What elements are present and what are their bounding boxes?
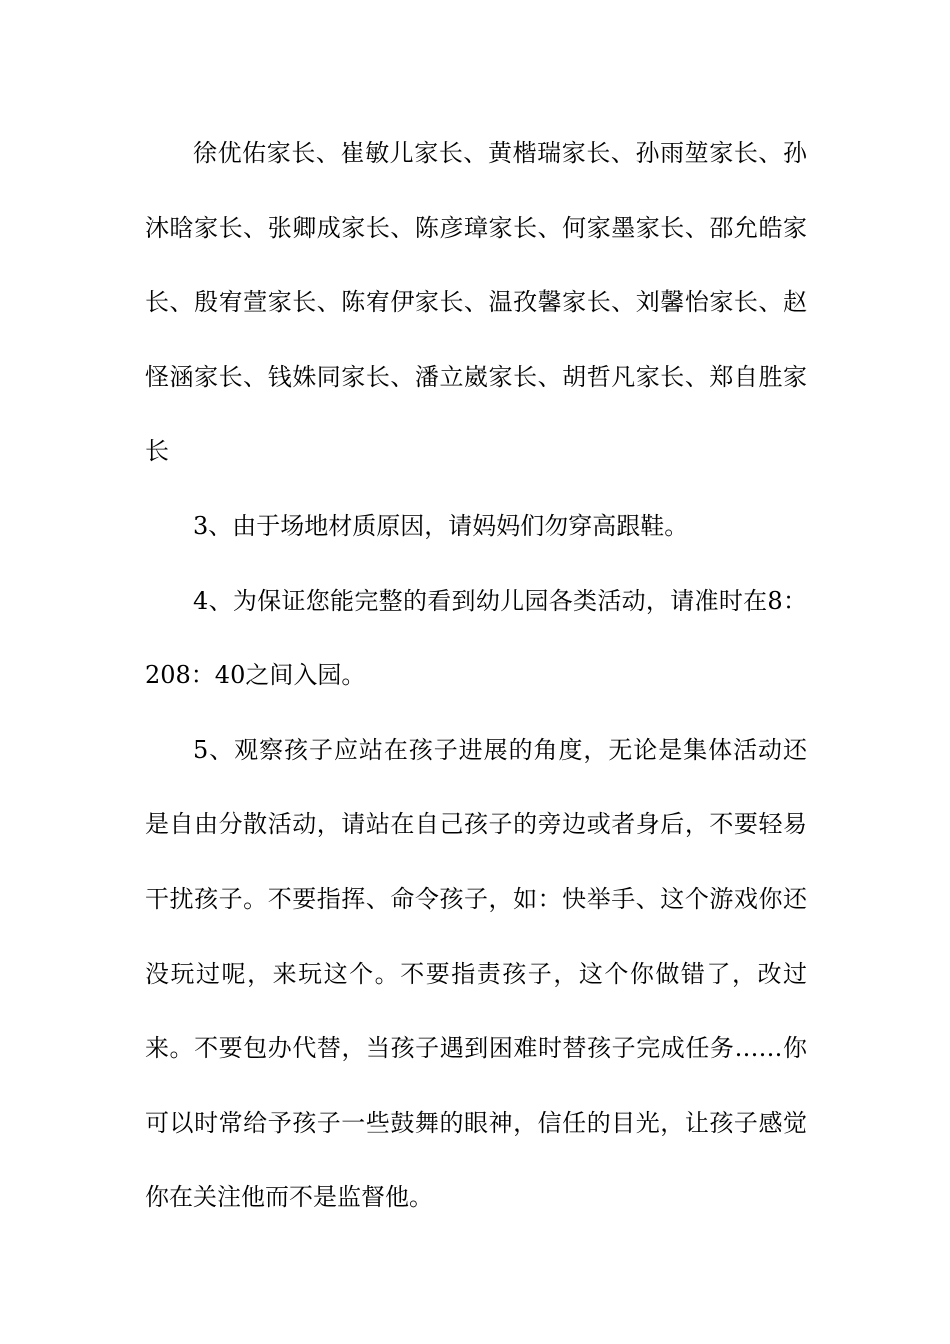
document-body bbox=[145, 116, 807, 1235]
paragraph-parent-list: 徐优佑家长、崔敏儿家长、黄楷瑞家长、孙雨堃家长、孙沐晗家长、张卿成家长、陈彦璋家长、何家墨家长、邵允皓家长、殷宥萱家长、陈宥伊家长、温孜馨家长、刘馨怡家长、赵怪涵家长、钱姝同家长、潘立崴家长、胡哲凡家长、郑自胜家长 bbox=[145, 139, 807, 466]
paragraph-item-4: 4、为保证您能完整的看到幼儿园各类活动，请准时在8：208：40之间入园。 bbox=[145, 586, 807, 690]
paragraph-item-3: 3、由于场地材质原因，请妈妈们勿穿高跟鞋。 bbox=[193, 511, 689, 540]
paragraph-item-5: 5、观察孩子应站在孩子进展的角度，无论是集体活动还是自由分散活动，请站在自己孩子的旁边或者身后，不要轻易干扰孩子。不要指挥、命令孩子，如：快举手、这个游戏你还没玩过呢，来玩这个。不要指责孩子，这个你做错了，改过来。不要包办代替，当孩子遇到困难时替孩子完成任务……你可以时常给予孩子一些鼓舞的眼神，信任的目光，让孩子感觉你在关注他而不是监督他。 bbox=[145, 735, 807, 1212]
